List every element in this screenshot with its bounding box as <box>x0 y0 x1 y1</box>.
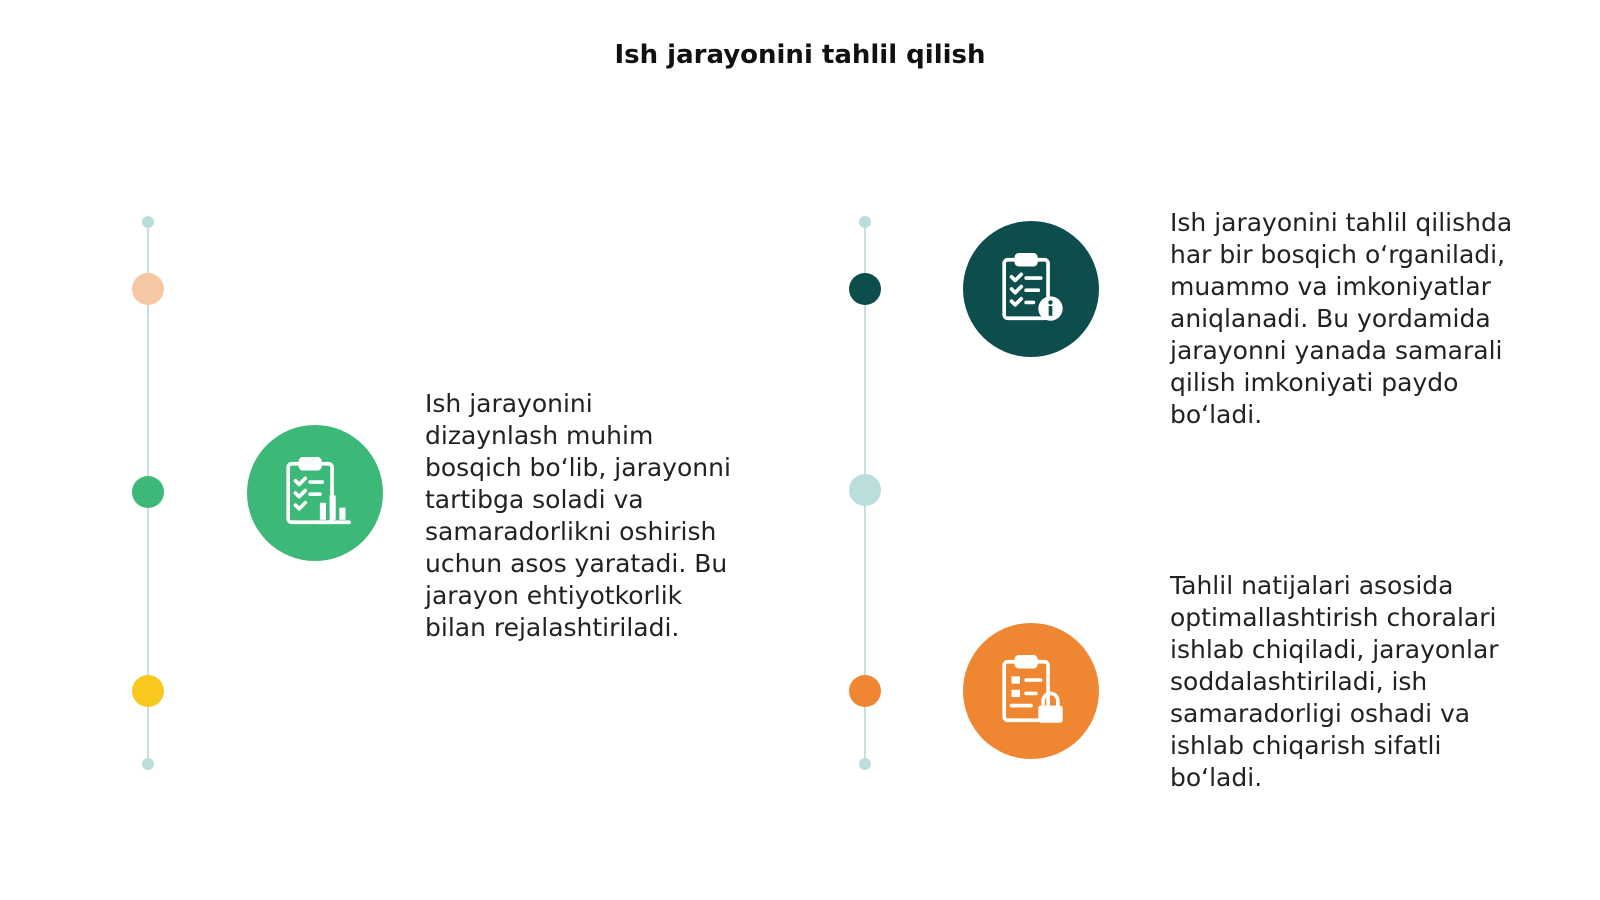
timeline-dot-light-teal <box>849 474 881 506</box>
step-2-description: Ish jarayonini tahlil qilishda har bir bosqich o‘rganiladi, muammo va imkoniyatlar aniqlanadi. Bu yordamida jarayonni yanada samarali qilish imkoniyati paydo bo‘ladi. <box>1170 208 1513 429</box>
step-1-icon-circle <box>247 425 383 561</box>
timeline-endpoint-top-right <box>859 216 871 228</box>
step-1-description: Ish jarayonini dizaynlash muhim bosqich bo‘lib, jarayonni tartibga soladi va samaradorlikni oshirish uchun asos yaratadi. Bu jarayon ehtiyotkorlik bilan rejalashtiriladi. <box>425 389 731 642</box>
timeline-dot-yellow <box>132 675 164 707</box>
clipboard-lock-icon <box>992 652 1070 730</box>
timeline-dot-peach <box>132 273 164 305</box>
page-title: Ish jarayonini tahlil qilish <box>614 40 986 70</box>
timeline-endpoint-top-left <box>142 216 154 228</box>
step-2-icon-circle <box>963 221 1099 357</box>
timeline-dot-green <box>132 476 164 508</box>
timeline-endpoint-bottom-left <box>142 758 154 770</box>
timeline-dot-dark-teal <box>849 273 881 305</box>
clipboard-info-icon <box>992 250 1070 328</box>
step-3-description: Tahlil natijalari asosida optimallashtirish choralari ishlab chiqiladi, jarayonlar soddalashtiriladi, ish samaradorligi oshadi va ishlab chiqarish sifatli bo‘ladi. <box>1170 571 1499 792</box>
timeline-dot-orange <box>849 675 881 707</box>
clipboard-chart-icon <box>276 454 354 532</box>
timeline-endpoint-bottom-right <box>859 758 871 770</box>
step-3-icon-circle <box>963 623 1099 759</box>
